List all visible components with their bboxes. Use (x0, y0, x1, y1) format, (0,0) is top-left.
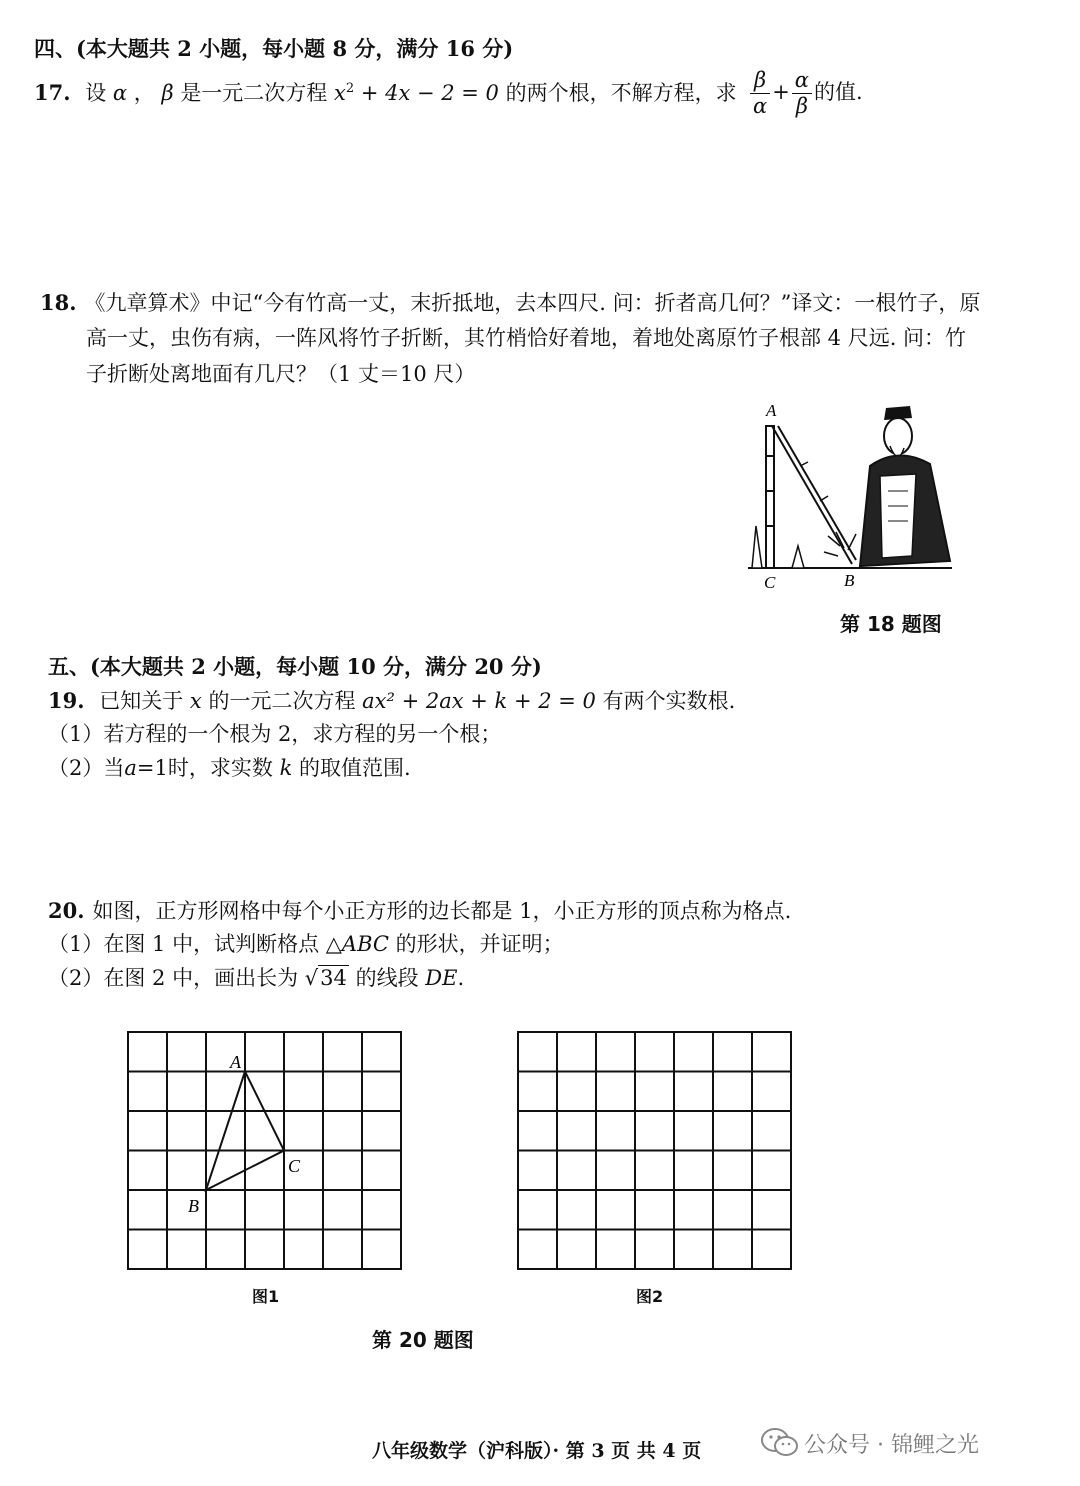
question-19-number: 19. (48, 688, 85, 713)
q20-figure-2 (516, 1030, 796, 1274)
q20-label-a: A (230, 1052, 241, 1072)
q18-caption: 第 18 题图 (840, 612, 942, 636)
q19-part2-k: k (279, 756, 293, 780)
q20-part2-c: . (457, 966, 465, 990)
q20-caption: 第 20 题图 (372, 1328, 474, 1352)
q19-equation: ax² + 2ax + k + 2 = 0 (362, 689, 596, 713)
q17-frac2-num: α (792, 68, 812, 94)
section-4-title: 四、(本大题共 2 小题，每小题 8 分，满分 16 分) (34, 36, 514, 61)
q20-sqrt-radicand: 34 (320, 966, 347, 990)
q17-expression (748, 68, 863, 119)
question-18-number: 18. (40, 290, 77, 315)
q17-fraction-2 (792, 68, 812, 119)
q19-part2-cond: a (124, 756, 137, 780)
q20-label-b: B (188, 1196, 199, 1216)
q20-part1-b: 的形状，并证明； (395, 932, 564, 956)
q17-eq-sup: 2 (345, 81, 355, 96)
q20-part1-a: （1）在图 1 中，试判断格点 (48, 932, 320, 956)
q17-eq-rest: + 4x − 2 = 0 (360, 81, 499, 105)
q20-label-c: C (288, 1156, 301, 1176)
q20-fig1-label: 图1 (252, 1287, 280, 1306)
page-footer: 八年级数学（沪科版）· 第 3 页 共 4 页 (372, 1440, 702, 1462)
wechat-icon (760, 1426, 800, 1460)
section-5-title: 五、(本大题共 2 小题，每小题 10 分，满分 20 分) (48, 654, 542, 679)
q20-part2-b: 的线段 (355, 966, 419, 990)
q20-figure-1 (126, 1030, 406, 1274)
q17-beta: β (161, 81, 174, 105)
q20-fig2-label: 图2 (636, 1287, 664, 1306)
q19-part2-c: 的取值范围. (298, 756, 411, 780)
q18-label-a: A (766, 401, 777, 420)
question-19 (48, 688, 735, 714)
q20-part2-a: （2）在图 2 中，画出长为 (48, 966, 299, 990)
question-17 (34, 80, 737, 106)
q17-text-b: 是一元二次方程 (180, 81, 328, 105)
q20-part1 (48, 932, 564, 957)
q19-text-b: 的一元二次方程 (208, 689, 356, 713)
q20-part1-tri: △ABC (325, 932, 389, 956)
question-20-number: 20. (48, 898, 85, 923)
question-20 (48, 898, 791, 924)
q19-part2-eq: =1 (136, 756, 168, 780)
q17-eq-x: x (334, 81, 346, 105)
q17-plus: + (772, 80, 790, 105)
q17-text-a: 设 (85, 81, 107, 105)
q17-frac1-num: β (750, 68, 770, 94)
q19-text-c: 有两个实数根. (602, 689, 736, 713)
q20-text: 如图，正方形网格中每个小正方形的边长都是 1，小正方形的顶点称为格点. (92, 899, 792, 923)
q17-comma: ， (133, 81, 155, 105)
q18-figure (740, 396, 960, 596)
q19-part2-a: （2）当 (48, 756, 125, 780)
q20-part2-seg: DE (425, 966, 458, 990)
q20-grid-2 (518, 1032, 791, 1269)
q18-line2: 高一丈，虫伤有病，一阵风将竹子折断，其竹梢恰好着地，着地处离原竹子根部 4 尺远. 问：竹 (86, 326, 967, 350)
q19-part2-b: 时，求实数 (167, 756, 273, 780)
q17-text-c: 的两个根，不解方程，求 (505, 81, 737, 105)
question-17-number: 17. (34, 80, 71, 105)
watermark-text: 公众号 · 锦鲤之光 (804, 1433, 979, 1458)
q17-frac2-den: β (795, 94, 808, 119)
question-18-line-1 (40, 290, 980, 316)
q20-grid-1 (128, 1032, 401, 1269)
q19-part2 (48, 756, 411, 781)
q18-line1: 《九章算术》中记“今有竹高一丈，末折抵地，去本四尺. 问：折者高几何？”译文：一根竹子，原 (84, 291, 981, 315)
q17-frac1-den: α (753, 94, 768, 119)
q18-label-b: B (844, 571, 855, 590)
q18-line3: 子折断处离地面有几尺？（1 丈＝10 尺） (86, 362, 476, 386)
q17-text-d: 的值. (813, 80, 863, 105)
q20-part2 (48, 966, 464, 991)
q19-part1: （1）若方程的一个根为 2，求方程的另一个根； (48, 722, 502, 746)
q19-text-a: 已知关于 (99, 689, 184, 713)
q19-var-x: x (189, 689, 202, 713)
q17-alpha: α (112, 81, 128, 105)
q20-sqrt: √34 (304, 966, 347, 990)
q17-fraction-1 (750, 68, 770, 119)
q18-label-c: C (764, 573, 776, 592)
